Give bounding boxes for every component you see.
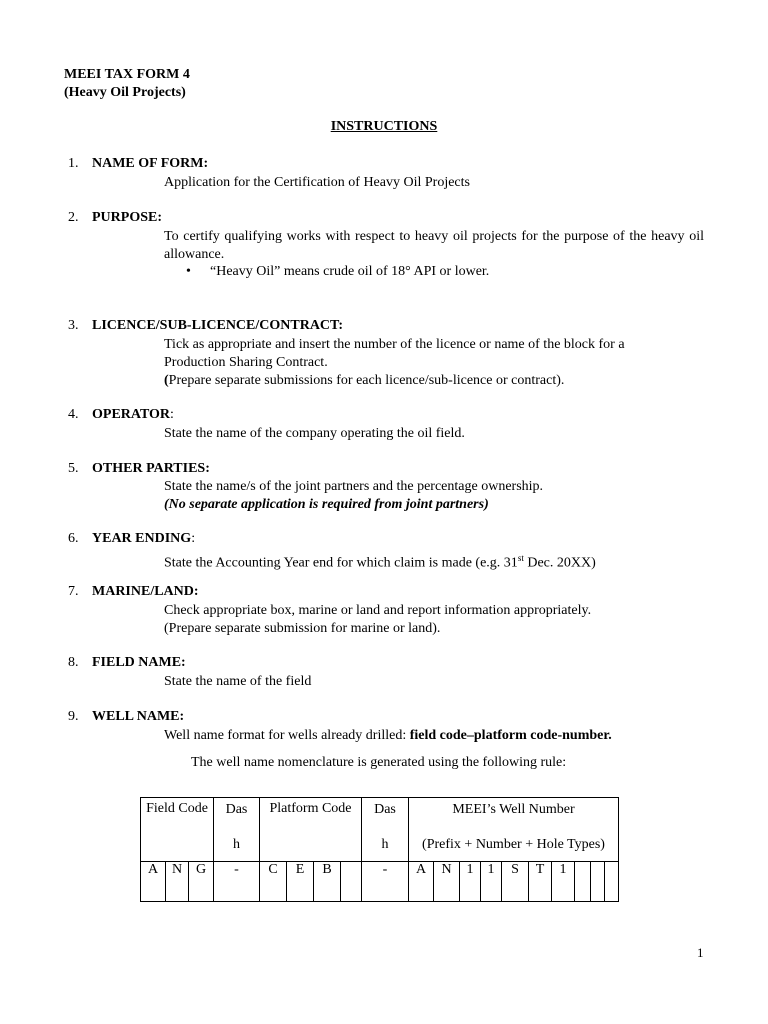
item-number: 2.	[68, 210, 79, 225]
item-text: State the name/s of the joint partners and the percentage ownership.	[164, 479, 544, 494]
item-text: Check appropriate box, marine or land and report information appropriately.	[164, 603, 592, 618]
item-heading-well-name: WELL NAME:	[92, 709, 185, 724]
item-heading-name-of-form: NAME OF FORM:	[92, 156, 209, 171]
table-cell: G	[189, 862, 214, 902]
form-subtitle: (Heavy Oil Projects)	[64, 85, 186, 100]
item-text: (Prepare separate submission for marine or land).	[164, 621, 441, 636]
table-cell	[591, 862, 605, 902]
table-cell: T	[529, 862, 552, 902]
table-cell: A	[141, 862, 166, 902]
text-after: Dec. 20XX)	[523, 555, 596, 571]
table-cell: N	[434, 862, 460, 902]
table-cell: C	[260, 862, 287, 902]
table-row	[141, 862, 619, 902]
table-cell: B	[314, 862, 341, 902]
text-before: State the Accounting Year end for which claim is made (e.g. 31	[164, 555, 518, 571]
item-heading-marine-land: MARINE/LAND:	[92, 584, 199, 599]
dash-header: Das h	[214, 798, 260, 862]
item-heading-purpose: PURPOSE:	[92, 210, 162, 225]
item-number: 8.	[68, 655, 79, 670]
heading-text: YEAR ENDING	[92, 531, 192, 546]
item-text: State the name of the company operating the oil field.	[164, 426, 465, 441]
item-text: State the name of the field	[164, 674, 312, 689]
item-number: 1.	[68, 156, 79, 171]
format-value: field code–platform code-number.	[409, 728, 612, 743]
item-number: 9.	[68, 709, 79, 724]
bullet-text: “Heavy Oil” means crude oil of 18° API or lower.	[210, 264, 490, 279]
item-heading-licence: LICENCE/SUB-LICENCE/CONTRACT:	[92, 318, 344, 333]
heading-text: OPERATOR	[92, 407, 171, 422]
superscript: st	[517, 553, 524, 563]
table-cell: 1	[460, 862, 481, 902]
item-number: 6.	[68, 531, 79, 546]
purpose-paragraph: To certify qualifying works with respect to heavy oil projects for the purpose of the heavy oil allowance.	[164, 229, 704, 262]
table-cell: A	[409, 862, 434, 902]
item-note	[164, 372, 704, 390]
dash-header: Das h	[362, 798, 409, 862]
page-number: 1	[697, 945, 704, 960]
heading-colon: :	[191, 531, 196, 546]
well-number-header: MEEI’s Well Number (Prefix + Number + Hole Types)	[409, 798, 619, 862]
bullet-icon: •	[186, 264, 191, 279]
instructions-title: INSTRUCTIONS	[330, 119, 438, 134]
item-heading-field-name: FIELD NAME:	[92, 655, 186, 670]
table-cell: 1	[481, 862, 502, 902]
table-cell: E	[287, 862, 314, 902]
table-header-row	[141, 798, 619, 862]
item-heading-other-parties: OTHER PARTIES:	[92, 461, 210, 476]
table-cell: N	[166, 862, 189, 902]
item-text: Tick as appropriate and insert the number of the licence or name of the block for a	[164, 337, 625, 352]
heading-colon: :	[170, 407, 174, 422]
item-number: 7.	[68, 584, 79, 599]
platform-code-header: Platform Code	[260, 798, 362, 862]
format-label: Well name format for wells already drilled:	[164, 728, 410, 743]
table-cell: 1	[552, 862, 575, 902]
note-text: Prepare separate submissions for each licence/sub-licence or contract).	[168, 373, 565, 388]
table-cell: S	[502, 862, 529, 902]
item-text: Application for the Certification of Heavy Oil Projects	[164, 175, 470, 190]
note-open-paren: (	[164, 373, 169, 388]
item-heading-operator	[92, 407, 174, 423]
item-heading-year-ending	[92, 531, 195, 547]
bullet-list-item	[186, 264, 489, 280]
well-name-format	[164, 727, 704, 745]
table-cell	[575, 862, 591, 902]
nomenclature-rule-text: The well name nomenclature is generated using the following rule:	[191, 755, 567, 770]
item-number: 5.	[68, 461, 79, 476]
table-cell	[605, 862, 619, 902]
item-text	[164, 549, 704, 573]
item-text: Production Sharing Contract.	[164, 355, 328, 370]
form-title: MEEI TAX FORM 4	[64, 67, 190, 82]
table-cell: -	[214, 862, 260, 902]
item-number: 3.	[68, 318, 79, 333]
well-name-table	[140, 797, 619, 902]
item-emphasis: (No separate application is required from joint partners)	[164, 497, 489, 512]
table-cell: -	[362, 862, 409, 902]
field-code-header: Field Code	[141, 798, 214, 862]
item-number: 4.	[68, 407, 79, 422]
table-cell	[341, 862, 362, 902]
